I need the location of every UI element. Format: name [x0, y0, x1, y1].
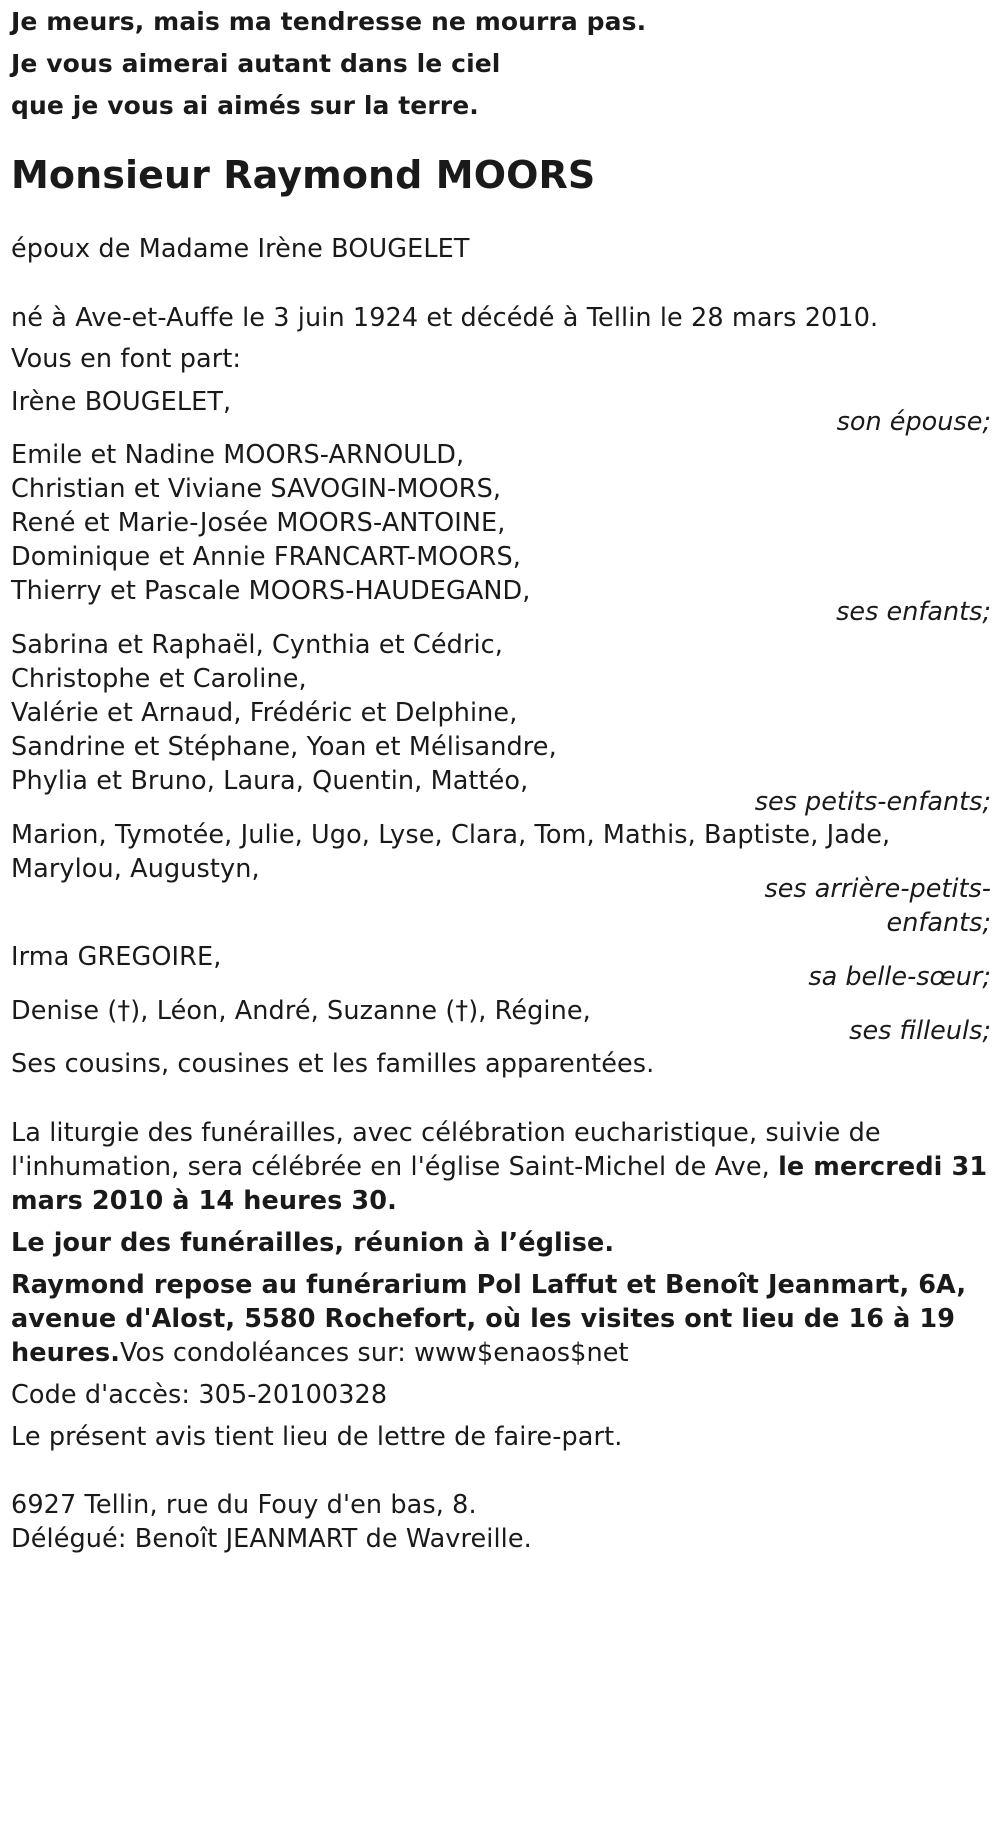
family-grandchildren-3: Valérie et Arnaud, Frédéric et Delphine, [11, 698, 518, 728]
family-godchildren-relation: ses filleuls; [849, 1016, 991, 1046]
family-great-grandchildren-relation-1: ses arrière-petits- [764, 874, 991, 904]
family-spouse-relation: son épouse; [836, 407, 991, 437]
family-child-3: René et Marie-Josée MOORS-ANTOINE, [11, 508, 506, 538]
poem-line-3: que je vous ai aimés sur la terre. [11, 91, 479, 120]
family-godchildren-names: Denise (†), Léon, André, Suzanne (†), Régine, [11, 996, 591, 1026]
poem-line-1: Je meurs, mais ma tendresse ne mourra pas. [11, 7, 647, 36]
family-grandchildren-2: Christophe et Caroline, [11, 664, 307, 694]
birth-death-line: né à Ave-et-Auffe le 3 juin 1924 et décédé à Tellin le 28 mars 2010. [11, 303, 879, 333]
family-great-grandchildren-1: Marion, Tymotée, Julie, Ugo, Lyse, Clara, Tom, Mathis, Baptiste, Jade, [11, 820, 891, 850]
liturgy-line-2 [11, 1149, 987, 1185]
liturgy-date-bold: le mercredi 31 [778, 1152, 988, 1182]
condolences-text: Vos condoléances sur: www$enaos$net [120, 1338, 629, 1368]
rest-line-1: Raymond repose au funérarium Pol Laffut et Benoît Jeanmart, 6A, [11, 1270, 967, 1300]
rest-line-3-bold: heures. [11, 1338, 121, 1368]
family-grandchildren-5: Phylia et Bruno, Laura, Quentin, Mattéo, [11, 766, 529, 796]
notice-line: Le présent avis tient lieu de lettre de faire-part. [11, 1422, 623, 1452]
family-child-2: Christian et Viviane SAVOGIN-MOORS, [11, 474, 502, 504]
access-code: Code d'accès: 305-20100328 [11, 1380, 388, 1410]
rest-line-3 [11, 1335, 629, 1371]
family-child-4: Dominique et Annie FRANCART-MOORS, [11, 542, 521, 572]
family-grandchildren-relation: ses petits-enfants; [754, 787, 991, 817]
address-line: 6927 Tellin, rue du Fouy d'en bas, 8. [11, 1490, 477, 1520]
family-grandchildren-1: Sabrina et Raphaël, Cynthia et Cédric, [11, 630, 503, 660]
rest-line-2: avenue d'Alost, 5580 Rochefort, où les visites ont lieu de 16 à 19 [11, 1304, 956, 1334]
liturgy-line-2-regular: l'inhumation, sera célébrée en l'église Saint-Michel de Ave, [11, 1152, 770, 1182]
family-child-5: Thierry et Pascale MOORS-HAUDEGAND, [11, 576, 531, 606]
family-grandchildren-4: Sandrine et Stéphane, Yoan et Mélisandre, [11, 732, 557, 762]
announcement-intro: Vous en font part: [11, 344, 242, 374]
delegate-line: Délégué: Benoît JEANMART de Wavreille. [11, 1524, 532, 1554]
family-sister-in-law-relation: sa belle-sœur; [808, 962, 991, 992]
deceased-name: Monsieur Raymond MOORS [11, 153, 596, 197]
poem-line-2: Je vous aimerai autant dans le ciel [11, 49, 501, 78]
family-great-grandchildren-relation-2: enfants; [886, 908, 991, 938]
liturgy-line-1: La liturgie des funérailles, avec célébration eucharistique, suivie de [11, 1118, 881, 1148]
meeting-line: Le jour des funérailles, réunion à l’église. [11, 1228, 615, 1258]
family-spouse-name: Irène BOUGELET, [11, 387, 232, 417]
liturgy-line-3: mars 2010 à 14 heures 30. [11, 1186, 397, 1216]
relatives-line: Ses cousins, cousines et les familles apparentées. [11, 1049, 655, 1079]
family-sister-in-law-name: Irma GREGOIRE, [11, 942, 222, 972]
family-great-grandchildren-2: Marylou, Augustyn, [11, 854, 260, 884]
spouse-line: époux de Madame Irène BOUGELET [11, 234, 470, 264]
family-child-1: Emile et Nadine MOORS-ARNOULD, [11, 440, 465, 470]
family-children-relation: ses enfants; [836, 597, 991, 627]
